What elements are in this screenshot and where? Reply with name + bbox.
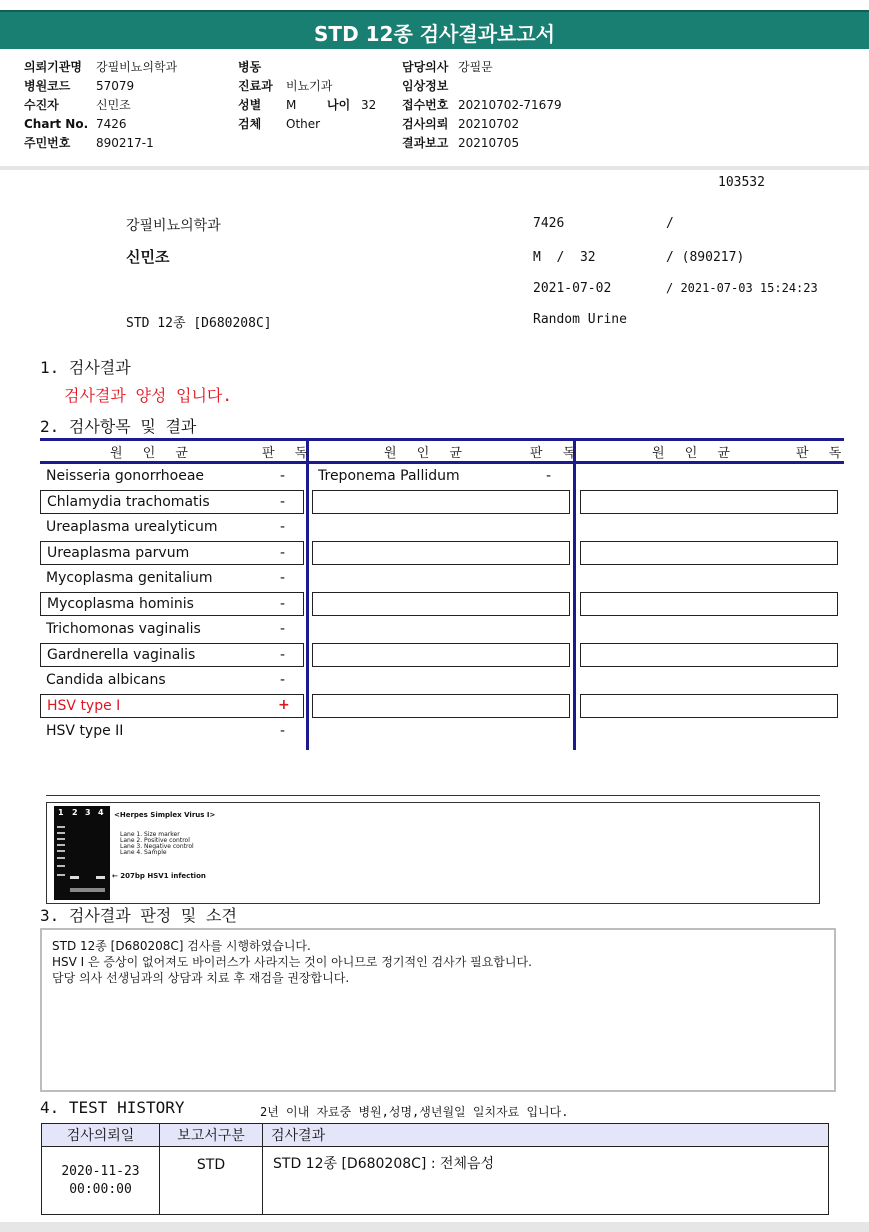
empty-cell bbox=[312, 541, 570, 565]
organism-result: - bbox=[280, 647, 286, 663]
gel-legend-line: Lane 4. Sample bbox=[120, 849, 167, 856]
organism-result: - bbox=[280, 494, 286, 510]
gel-top-rule bbox=[46, 795, 820, 796]
organism-result: + bbox=[278, 697, 290, 713]
header-col1 bbox=[24, 56, 224, 151]
empty-cell bbox=[580, 592, 838, 616]
gel-band bbox=[57, 826, 65, 828]
gel-band bbox=[96, 876, 105, 879]
header-separator bbox=[0, 166, 869, 170]
info-clinic: 강필비뇨의학과 bbox=[126, 218, 221, 234]
organism-result: - bbox=[280, 621, 286, 637]
lane-label: 2 bbox=[72, 808, 78, 817]
col3-judge-header: 판 독 bbox=[796, 446, 850, 461]
table-row bbox=[40, 668, 304, 692]
info-test-name: STD 12종 [D680208C] bbox=[126, 316, 272, 331]
label-clinical-info: 임상정보 bbox=[402, 79, 449, 93]
organism-result: - bbox=[280, 723, 286, 739]
value-patient: 신민조 bbox=[96, 98, 131, 112]
empty-cell bbox=[580, 490, 838, 514]
gel-legend-line: Lane 2. Positive control bbox=[120, 837, 190, 844]
history-col-date: 검사의뢰일 bbox=[42, 1124, 160, 1147]
organism-name: Ureaplasma parvum bbox=[47, 545, 190, 561]
history-date-cell bbox=[42, 1147, 160, 1215]
section1-result: 검사결과 양성 입니다. bbox=[64, 386, 233, 405]
label-hospital-code: 병원코드 bbox=[24, 79, 71, 93]
history-result: STD 12종 [D680208C] : 전체음성 bbox=[263, 1147, 829, 1215]
gel-band bbox=[70, 888, 105, 892]
opinion-line: HSV I 은 증상이 없어져도 바이러스가 사라지는 것이 아니므로 정기적인 검사가 필요합니다. bbox=[52, 955, 532, 969]
col2-header: 원 인 균 bbox=[384, 446, 470, 461]
section3-title: 3. 검사결과 판정 및 소견 bbox=[40, 906, 237, 925]
table-row bbox=[40, 464, 304, 488]
footer-band bbox=[0, 1222, 869, 1232]
report-title: STD 12종 검사결과보고서 bbox=[314, 22, 555, 46]
value-clinic: 강필비뇨의학과 bbox=[96, 60, 178, 74]
organism-name: Mycoplasma genitalium bbox=[46, 570, 213, 586]
history-time: 00:00:00 bbox=[69, 1181, 132, 1197]
info-birth: / (890217) bbox=[666, 250, 745, 265]
value-doctor: 강필문 bbox=[458, 60, 493, 74]
table-row bbox=[40, 541, 304, 565]
header-age bbox=[327, 94, 376, 113]
info-chart: 7426 bbox=[533, 216, 565, 231]
organism-name: Gardnerella vaginalis bbox=[47, 647, 196, 663]
gel-band bbox=[57, 832, 65, 834]
history-date: 2020-11-23 bbox=[61, 1163, 140, 1179]
report-code: 103532 bbox=[718, 175, 765, 190]
gel-legend bbox=[120, 832, 194, 856]
section2-title: 2. 검사항목 및 결과 bbox=[40, 417, 197, 436]
table-row bbox=[40, 566, 304, 590]
organism-name: HSV type I bbox=[47, 698, 121, 714]
label-patient: 수진자 bbox=[24, 98, 59, 112]
gel-band bbox=[57, 844, 65, 846]
gel-band bbox=[57, 850, 65, 852]
gel-band bbox=[57, 857, 65, 859]
gel-title: <Herpes Simplex Virus I> bbox=[114, 811, 216, 819]
label-clinic: 의뢰기관명 bbox=[24, 60, 82, 74]
table-row bbox=[40, 515, 304, 539]
history-col-result: 검사결과 bbox=[263, 1124, 829, 1147]
label-report-date: 결과보고 bbox=[402, 136, 449, 150]
label-request-date: 검사의뢰 bbox=[402, 117, 449, 131]
lane-label: 4 bbox=[98, 808, 104, 817]
table-row bbox=[42, 1147, 829, 1215]
header-col3 bbox=[402, 56, 622, 151]
organism-name: Neisseria gonorrhoeae bbox=[46, 468, 205, 484]
label-specimen: 검체 bbox=[238, 117, 262, 131]
gel-image bbox=[54, 806, 110, 900]
organism-result: - bbox=[280, 570, 286, 586]
label-resident-no: 주민번호 bbox=[24, 136, 71, 150]
history-type: STD bbox=[160, 1147, 263, 1215]
info-patient: 신민조 bbox=[126, 248, 170, 266]
organism-name: Candida albicans bbox=[46, 672, 166, 688]
value-sex: M bbox=[286, 98, 297, 112]
opinion-panel bbox=[40, 928, 836, 1092]
empty-cell bbox=[580, 694, 838, 718]
info-report-datetime: / 2021-07-03 15:24:23 bbox=[666, 281, 818, 295]
organism-name: Mycoplasma hominis bbox=[47, 596, 194, 612]
empty-cell bbox=[312, 490, 570, 514]
opinion-line: 담당 의사 선생님과의 상담과 치료 후 재검을 권장합니다. bbox=[52, 971, 350, 985]
gel-arrow-label: ← 207bp HSV1 infection bbox=[112, 872, 206, 880]
gel-band bbox=[57, 865, 65, 867]
gel-band bbox=[70, 876, 79, 879]
value-hospital-code: 57079 bbox=[96, 79, 135, 93]
history-header-row bbox=[42, 1124, 829, 1147]
table-row bbox=[40, 490, 304, 514]
empty-cell bbox=[312, 694, 570, 718]
value-receipt-no: 20210702-71679 bbox=[458, 98, 562, 112]
organism-result: - bbox=[280, 519, 286, 535]
info-sex-age: M / 32 bbox=[533, 250, 596, 265]
value-report-date: 20210705 bbox=[458, 136, 520, 150]
organism-result: - bbox=[280, 545, 286, 561]
empty-cell bbox=[580, 643, 838, 667]
report-title-bar bbox=[0, 10, 869, 49]
section4-title: 4. TEST HISTORY bbox=[40, 1098, 185, 1117]
info-specimen: Random Urine bbox=[533, 312, 627, 327]
section1-title: 1. 검사결과 bbox=[40, 358, 131, 377]
label-doctor: 담당의사 bbox=[402, 60, 449, 74]
organism-name: Treponema Pallidum bbox=[318, 468, 460, 484]
gel-legend-line: Lane 1. Size marker bbox=[120, 831, 180, 838]
history-col-type: 보고서구분 bbox=[160, 1124, 263, 1147]
empty-cell bbox=[580, 541, 838, 565]
value-specimen: Other bbox=[286, 117, 321, 131]
col2-judge-header: 판 독 bbox=[530, 446, 584, 461]
gel-band bbox=[57, 838, 65, 840]
table-divider-1 bbox=[306, 438, 309, 750]
history-table bbox=[41, 1123, 829, 1215]
organism-name: Trichomonas vaginalis bbox=[46, 621, 201, 637]
empty-cell bbox=[312, 592, 570, 616]
table-row bbox=[40, 643, 304, 667]
lane-label: 3 bbox=[85, 808, 91, 817]
gel-band bbox=[57, 874, 65, 876]
lane-label: 1 bbox=[58, 808, 64, 817]
gel-legend-line: Lane 3. Negative control bbox=[120, 843, 194, 850]
value-age: 32 bbox=[361, 98, 377, 112]
table-row bbox=[312, 464, 570, 488]
organism-result: - bbox=[280, 672, 286, 688]
organism-name: Chlamydia trachomatis bbox=[47, 494, 210, 510]
col1-header: 원 인 균 bbox=[110, 446, 196, 461]
label-department: 진료과 bbox=[238, 79, 273, 93]
table-top-rule bbox=[40, 438, 844, 441]
info-request-date: 2021-07-02 bbox=[533, 281, 612, 296]
organism-name: Ureaplasma urealyticum bbox=[46, 519, 218, 535]
table-row-positive bbox=[40, 694, 304, 718]
organism-name: HSV type II bbox=[46, 723, 124, 739]
info-slash: / bbox=[666, 216, 674, 231]
history-note: 2년 이내 자료중 병원,성명,생년월일 일치자료 입니다. bbox=[260, 1105, 569, 1119]
empty-cell bbox=[312, 643, 570, 667]
value-chart-no: 7426 bbox=[96, 117, 127, 131]
table-row bbox=[40, 592, 304, 616]
table-row bbox=[40, 617, 304, 641]
table-divider-2 bbox=[573, 438, 576, 750]
organism-result: - bbox=[546, 468, 552, 484]
label-sex: 성별 bbox=[238, 98, 262, 112]
label-chart-no: Chart No. bbox=[24, 117, 89, 131]
organism-result: - bbox=[280, 596, 286, 612]
value-department: 비뇨기과 bbox=[286, 79, 333, 93]
table-row bbox=[40, 719, 304, 743]
col1-judge-header: 판 독 bbox=[262, 446, 316, 461]
value-resident-no: 890217-1 bbox=[96, 136, 154, 150]
value-request-date: 20210702 bbox=[458, 117, 520, 131]
col3-header: 원 인 균 bbox=[652, 446, 738, 461]
opinion-line: STD 12종 [D680208C] 검사를 시행하였습니다. bbox=[52, 939, 311, 953]
organism-result: - bbox=[280, 468, 286, 484]
label-ward: 병동 bbox=[238, 60, 262, 74]
opinion-text bbox=[52, 938, 532, 986]
label-age: 나이 bbox=[327, 98, 351, 112]
label-receipt-no: 접수번호 bbox=[402, 98, 449, 112]
